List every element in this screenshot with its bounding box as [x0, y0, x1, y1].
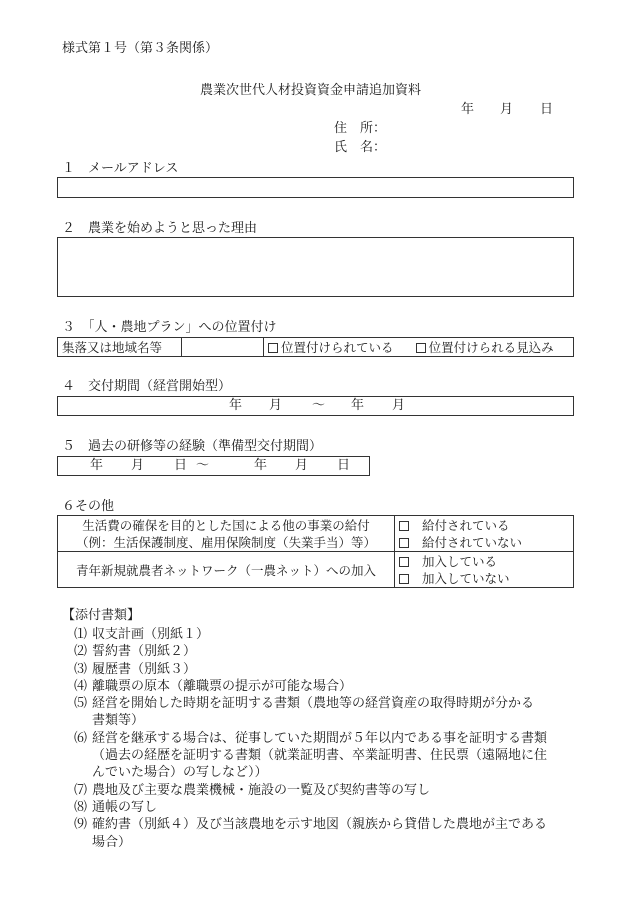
period-from-month: 月: [269, 398, 283, 413]
attachment-item: [74, 661, 574, 678]
benefit-option-not-receiving[interactable]: [399, 534, 569, 551]
plan-table: [57, 337, 574, 357]
benefit-options: [395, 516, 574, 552]
attachment-line: 経営を継承する場合は、従事していた期間が５年以内である事を証明する書類: [92, 730, 548, 746]
attachment-line: 履歴書（別紙３）: [92, 661, 197, 677]
training-section-label: ５ 過去の研修等の経験（準備型交付期間）: [62, 439, 323, 454]
attachment-line: 誓約書（別紙２）: [92, 644, 197, 660]
benefit-option-not-receiving-label: 給付されていない: [422, 534, 523, 550]
area-input[interactable]: [182, 338, 264, 357]
attachment-item: [74, 678, 574, 695]
checkbox-icon[interactable]: [399, 538, 409, 548]
attachments-heading: 【添付書類】: [62, 608, 141, 623]
attachment-number: ⑶: [74, 661, 88, 677]
date-month-label: 月: [500, 102, 514, 117]
other-section-label: ６その他: [62, 499, 115, 514]
checkbox-icon[interactable]: [416, 343, 426, 353]
network-option-not-joined[interactable]: [399, 570, 569, 587]
period-field[interactable]: [57, 396, 574, 416]
date-day-label: 日: [540, 102, 554, 117]
period-from-year: 年: [229, 398, 243, 413]
attachment-item: [74, 695, 574, 730]
plan-section-label: ３ 「人・農地プラン」への位置付け: [62, 320, 277, 335]
area-label: 集落又は地域名等: [58, 338, 182, 357]
benefit-question-line1: 生活費の確保を目的とした国による他の事業の給付: [82, 517, 370, 533]
network-option-joined[interactable]: [399, 553, 569, 570]
period-tilde: ～: [312, 398, 326, 413]
attachment-number: ⑵: [74, 644, 88, 660]
training-from-year: 年: [90, 458, 104, 473]
attachment-item: [74, 782, 574, 799]
training-to-year: 年: [254, 458, 268, 473]
attachment-number: ⑸: [74, 696, 88, 712]
network-options: [395, 552, 574, 588]
benefit-question: [58, 516, 395, 552]
attachment-line: 書類等）: [92, 713, 145, 729]
network-option-joined-label: 加入している: [422, 553, 498, 569]
reason-section-label: ２ 農業を始めようと思った理由: [62, 221, 258, 236]
attachment-number: ⑴: [74, 627, 88, 642]
attachment-item: [74, 730, 574, 782]
benefit-option-receiving-label: 給付されている: [422, 517, 510, 533]
email-section-label: １ メールアドレス: [62, 161, 179, 176]
training-from-day: 日: [174, 458, 188, 473]
training-tilde: ～: [196, 458, 210, 473]
attachment-line: んでいた場合）の写しなど））: [92, 765, 268, 781]
benefit-option-receiving[interactable]: [399, 517, 569, 534]
form-number: 様式第１号（第３条関係）: [62, 41, 219, 56]
attachment-number: ⑹: [74, 730, 88, 746]
attachment-number: ⑼: [74, 817, 88, 833]
attachment-line: 場合）: [92, 834, 132, 850]
network-question: 青年新規就農者ネットワーク（一農ネット）への加入: [58, 552, 395, 588]
date-year-label: 年: [461, 102, 475, 117]
attachment-number: ⑻: [74, 799, 88, 815]
attachment-item: [74, 816, 574, 851]
plan-option-expected[interactable]: [412, 338, 574, 357]
attachments-list: [74, 626, 574, 851]
training-from-month: 月: [131, 458, 145, 473]
attachment-line: 経営を開始した時期を証明する書類（農地等の経営資産の取得時期が分かる: [92, 696, 535, 712]
network-option-not-joined-label: 加入していない: [422, 570, 510, 586]
plan-option-positioned-label: 位置付けられている: [281, 340, 394, 355]
training-to-month: 月: [295, 458, 309, 473]
attachment-number: ⑺: [74, 782, 88, 798]
attachment-number: ⑷: [74, 678, 88, 694]
address-label: 住 所：: [334, 121, 387, 136]
period-section-label: ４ 交付期間（経営開始型）: [62, 379, 232, 394]
attachment-item: [74, 626, 574, 643]
attachment-line: 農地及び主要な農業機械・施設の一覧及び契約書等の写し: [92, 782, 431, 798]
attachment-line: （過去の経歴を証明する書類（就業証明書、卒業証明書、住民票（遠隔地に住: [92, 748, 548, 764]
name-label: 氏 名：: [334, 140, 387, 155]
checkbox-icon[interactable]: [399, 521, 409, 531]
email-field[interactable]: [57, 177, 574, 198]
other-table: [57, 515, 574, 588]
period-to-month: 月: [392, 398, 406, 413]
attachment-line: 離職票の原本（離職票の提示が可能な場合）: [92, 678, 353, 694]
attachment-line: 確約書（別紙４）及び当該農地を示す地図（親族から貸借した農地が主である: [92, 817, 548, 833]
checkbox-icon[interactable]: [399, 574, 409, 584]
checkbox-icon[interactable]: [268, 343, 278, 353]
training-to-day: 日: [337, 458, 351, 473]
attachment-line: 通帳の写し: [92, 799, 158, 815]
attachment-item: [74, 643, 574, 660]
plan-option-expected-label: 位置付けられる見込み: [428, 340, 554, 355]
reason-field[interactable]: [57, 237, 574, 297]
training-period-field[interactable]: [57, 456, 370, 476]
benefit-question-line2: （例：生活保護制度、雇用保険制度（失業手当）等）: [75, 534, 376, 550]
plan-option-positioned[interactable]: [264, 338, 412, 357]
checkbox-icon[interactable]: [399, 557, 409, 567]
page-title: 農業次世代人材投資資金申請追加資料: [200, 83, 422, 98]
attachment-item: [74, 799, 574, 816]
period-to-year: 年: [351, 398, 365, 413]
attachment-line: 収支計画（別紙１）: [92, 627, 210, 642]
